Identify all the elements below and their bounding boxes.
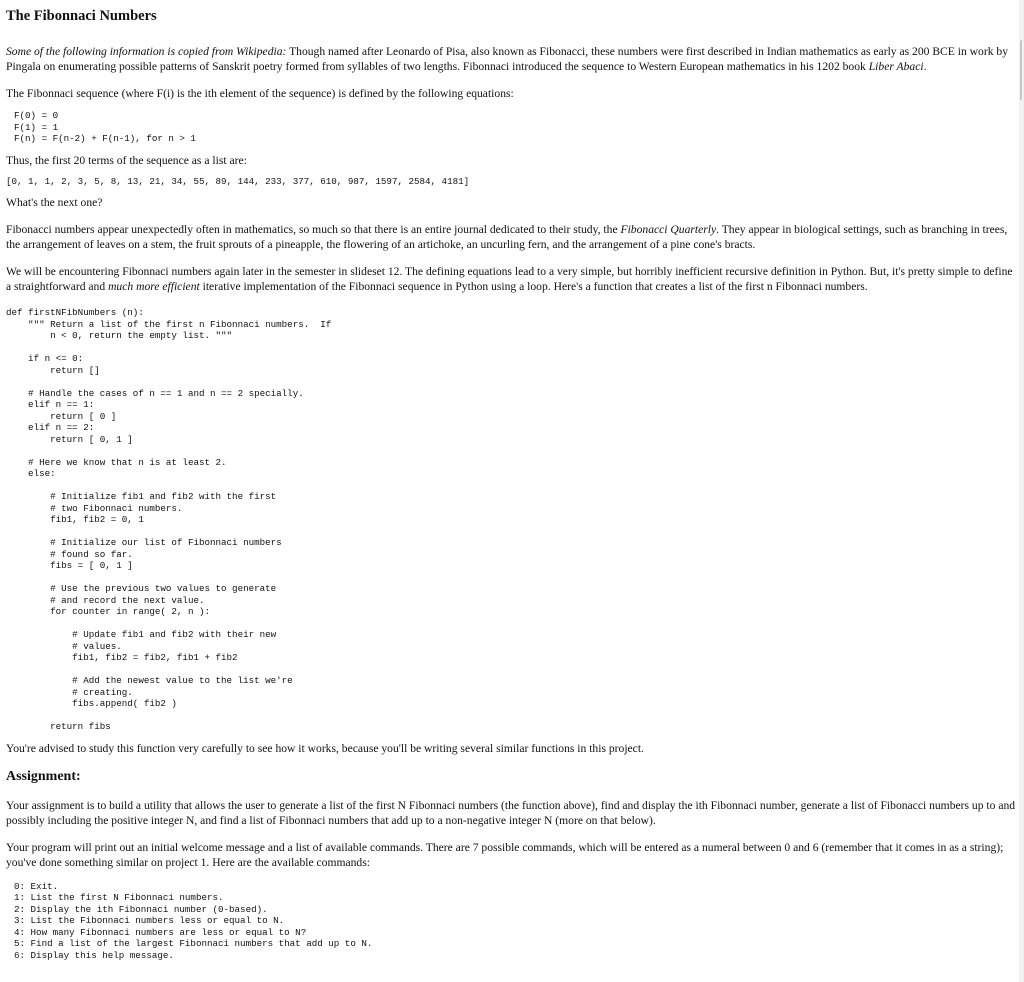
intro-italic-lead: Some of the following information is copied from Wikipedia: (6, 45, 287, 58)
page-title: The Fibonnaci Numbers (6, 8, 157, 24)
intro-text: Though named after Leonardo of Pisa, also known as Fibonacci, these numbers were first described in Indian mathematics as early as 200 BCE in work by Pingala on enumerating possible patterns of Sanskrit poetry formed from syllables of two lengths. Fibonnaci introduced the sequence to Western European mathematics in his 1202 book (6, 45, 1009, 73)
next-question: What's the next one? (6, 196, 103, 209)
sequence-list: [0, 1, 1, 2, 3, 5, 8, 13, 21, 34, 55, 89, 144, 233, 377, 610, 987, 1597, 2584, 4181] (6, 175, 470, 187)
document-page (6, 0, 1016, 961)
advice-text: You're advised to study this function very carefully to see how it works, because you'll be writing several similar functions in this project. (6, 741, 644, 755)
appear-before: Fibonacci numbers appear unexpectedly often in mathematics, so much so that there is an entire journal dedicated to their study, the (6, 223, 621, 236)
encounter-after: iterative implementation of the Fibonnaci sequence in Python using a loop. Here's a function that creates a list of the first n Fibonnaci numbers. (199, 280, 868, 293)
code-block: def firstNFibNumbers (n): """ Return a list of the first n Fibonnaci numbers. If n < 0, return the empty list. """ if n <= 0: return [] # Handle the cases of n == 1 and n == 2 specially. elif n == 1: return [ 0 ] elif n == 2: return [ 0, 1 ] # Here we know that n is at least 2. else: # Initialize fib1 and fib2 with the first # two Fibonnaci numbers. fib1, fib2 = 0, 1 # Initialize our list of Fibonnaci numbers # found so far. fibs = [ 0, 1 ] # Use the previous two values to generate # and record the next value. for counter in range( 2, n ): # Update fib1 and fib2 with their new # values. fib1, fib2 = fib2, fib1 + fib2 # Add the newest value to the list we're # creating. fibs.append( fib2 ) return fibs (6, 307, 332, 732)
intro-paragraph (6, 44, 1016, 74)
commands-list: 0: Exit. 1: List the first N Fibonnaci numbers. 2: Display the ith Fibonnaci number (0-based). 3: List the Fibonnaci numbers less or equal to N. 4: How many Fibonnaci numbers are less or equal to N? 5: Find a list of the largest Fibonnaci numbers that add up to N. 6: Display this help message. (14, 880, 373, 961)
scrollbar-thumb[interactable] (1020, 40, 1022, 100)
encounter-paragraph (6, 264, 1016, 294)
book-title: Liber Abaci (868, 60, 924, 73)
appear-paragraph (6, 222, 1016, 252)
first-terms-text: Thus, the first 20 terms of the sequence as a list are: (6, 153, 247, 167)
scrollbar[interactable] (1019, 0, 1024, 982)
program-paragraph: Your program will print out an initial welcome message and a list of available commands. There are 7 possible commands, which will be entered as a numeral between 0 and 6 (remember that it comes in as a string); you've done something similar on project 1. Here are the available commands: (6, 840, 1004, 869)
equations-block: F(0) = 0 F(1) = 1 F(n) = F(n-2) + F(n-1), for n > 1 (14, 110, 196, 144)
emphasis-text: much more efficient (108, 280, 200, 293)
definition-intro: The Fibonnaci sequence (where F(i) is the ith element of the sequence) is defined by the following equations: (6, 87, 514, 100)
assignment-paragraph: Your assignment is to build a utility that allows the user to generate a list of the first N Fibonnaci numbers (the function above), find and display the ith Fibonnaci number, generate a list of Fibonacci numbers up to and possibly including the positive integer N, and find a list of Fibonnaci numbers that add up to a non-negative integer N (more on that below). (6, 798, 1016, 827)
encounter-before: We will be encountering Fibonnaci numbers again later in the semester in slideset 12. The defining equations lead to a very simple, but horribly inefficient recursive definition in Python. But, it's pretty simple to define a straightforward and (6, 265, 1013, 293)
assignment-heading: Assignment: (6, 768, 81, 784)
appear-after: . They appear in biological settings, such as branching in trees, the arrangement of leaves on a stem, the fruit sprouts of a pineapple, the flowering of an artichoke, an uncurling fern, and the arrangement of a pine cone's bracts. (6, 223, 1008, 251)
journal-title: Fibonacci Quarterly (620, 223, 717, 236)
intro-end: . (923, 60, 927, 73)
